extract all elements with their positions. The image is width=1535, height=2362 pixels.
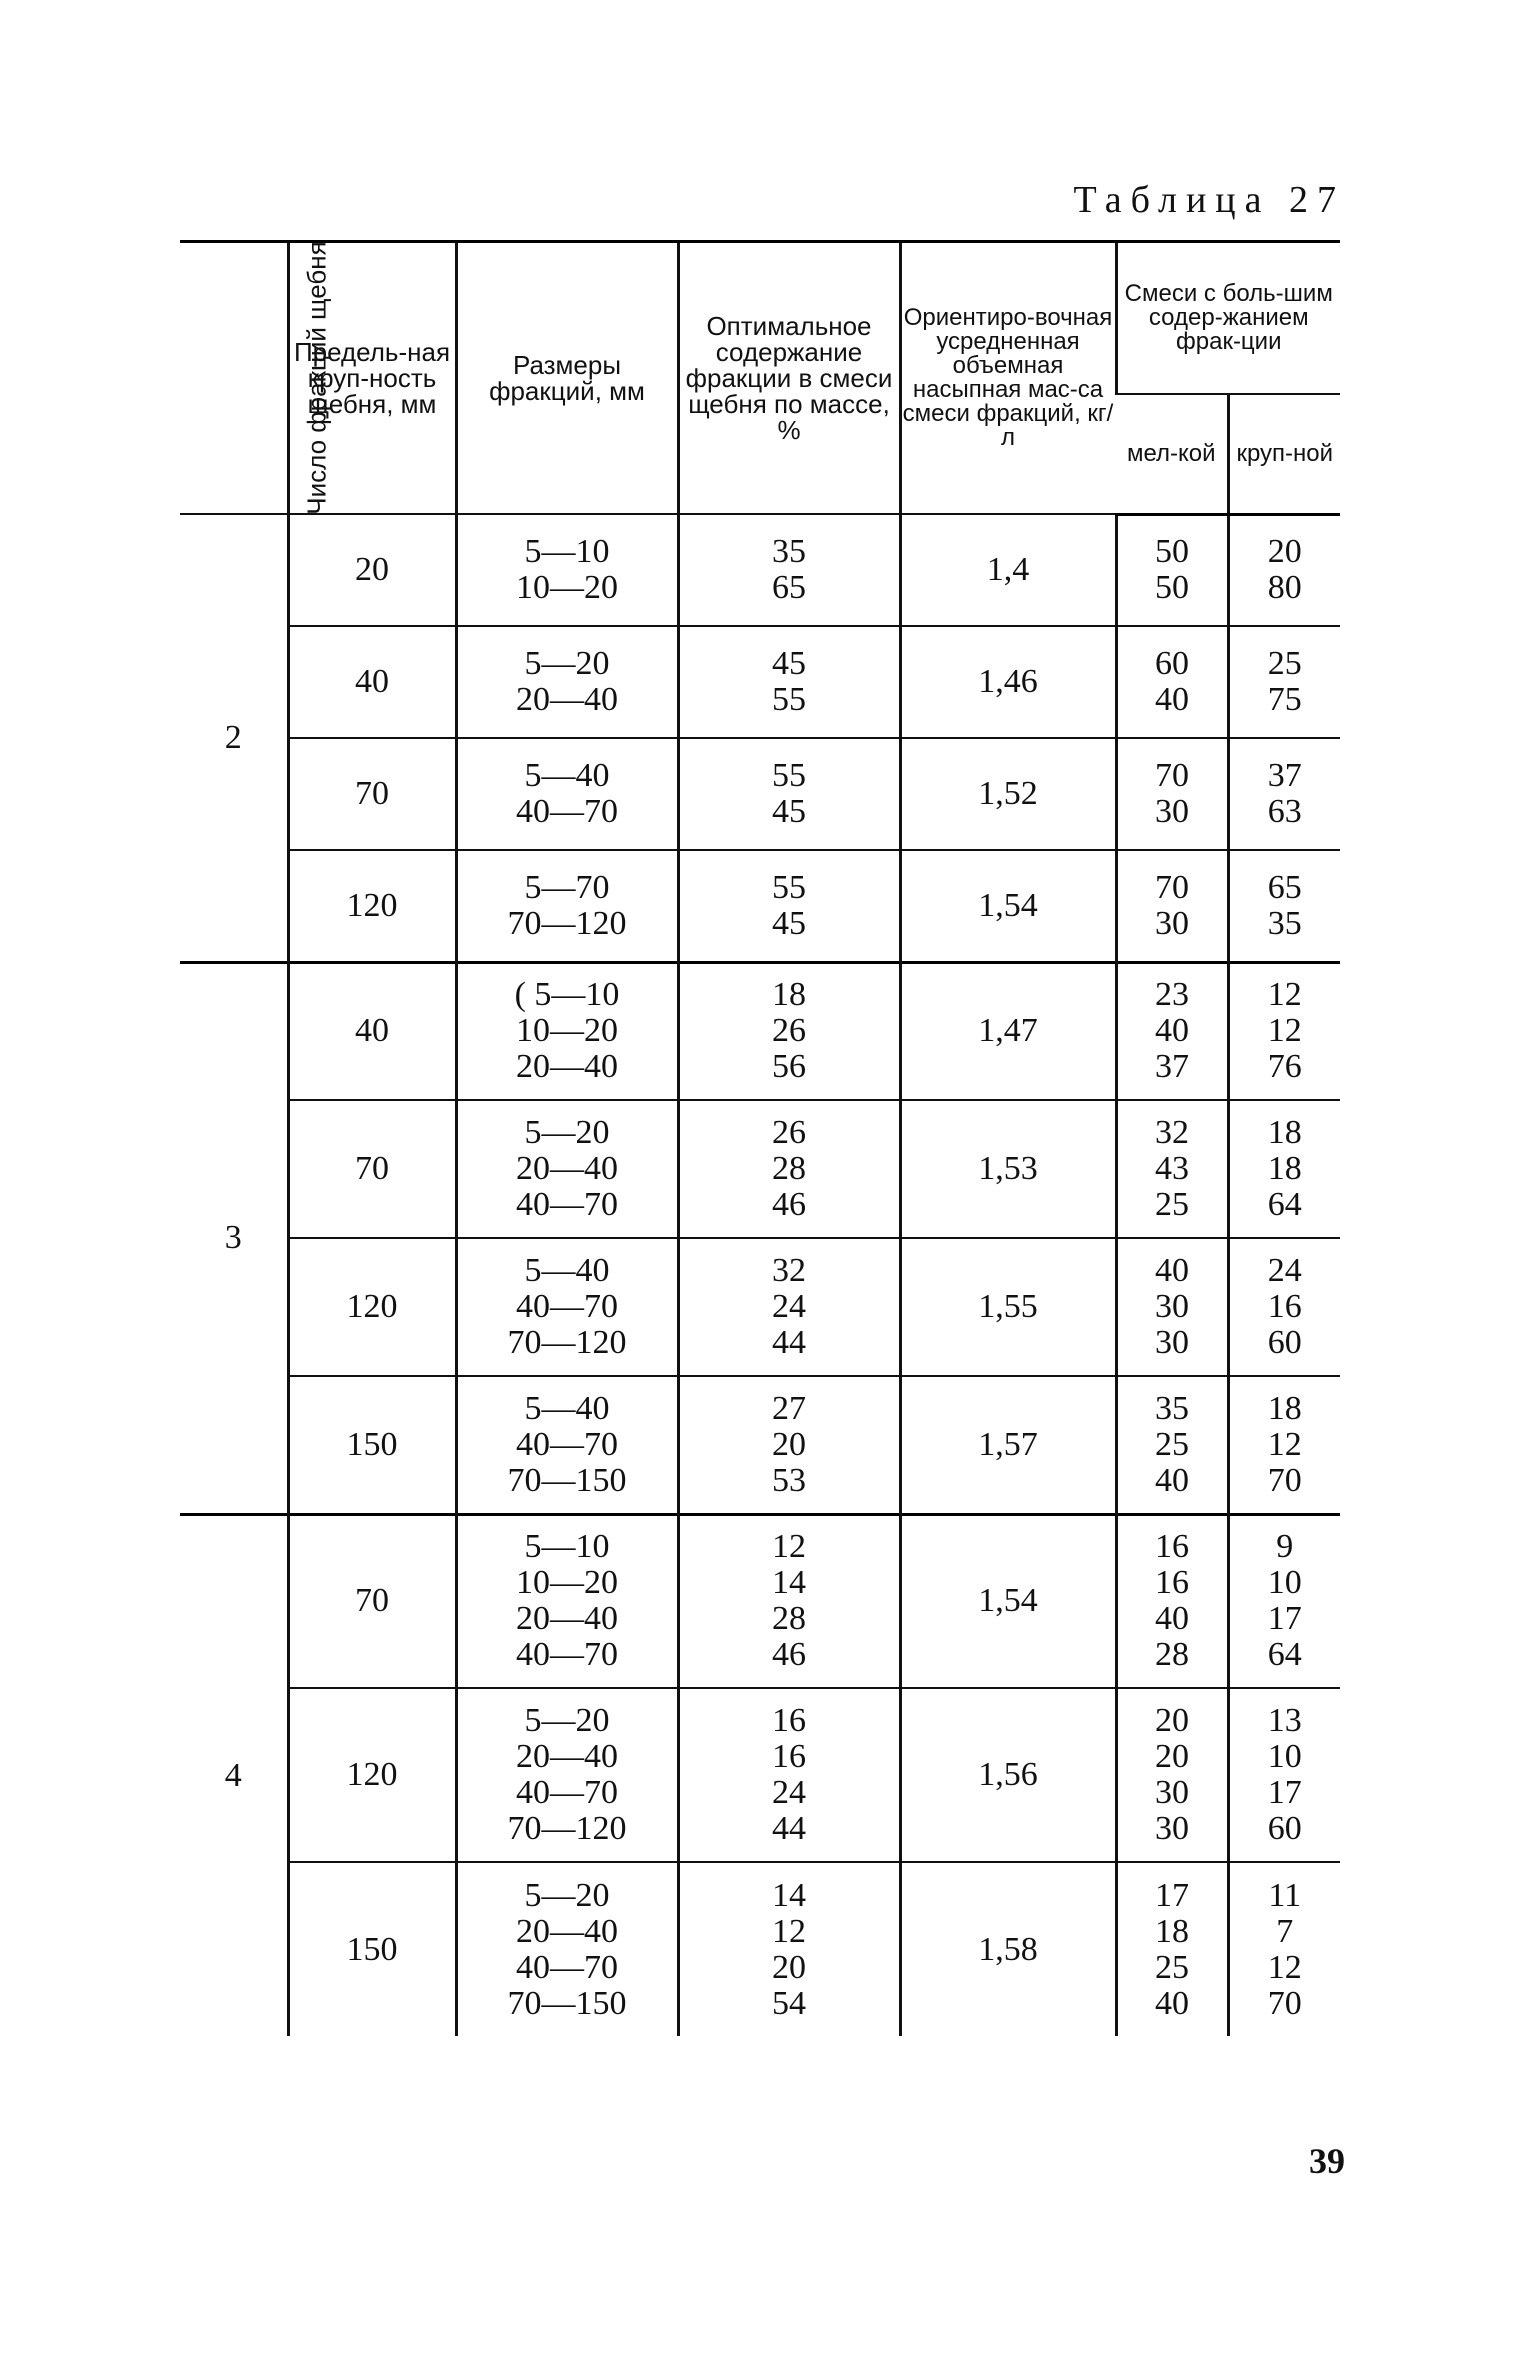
header-fraction-count-label: Число фракций щебня bbox=[301, 241, 332, 515]
fraction-sizes-cell-value: 5—20 bbox=[524, 1702, 610, 1739]
fraction-count: 3 bbox=[180, 962, 288, 1514]
fraction-sizes-cell-value: 10—20 bbox=[516, 1012, 618, 1050]
coarse-mix-cell-value: 16 bbox=[1267, 1288, 1302, 1325]
table-row bbox=[180, 1862, 1340, 2036]
bulk-density-cell: 1,4 bbox=[900, 514, 1116, 626]
coarse-mix-cell bbox=[1228, 1376, 1340, 1514]
optimal-content-cell bbox=[678, 626, 900, 738]
coarse-mix-cell-value: 63 bbox=[1267, 793, 1302, 830]
coarse-mix-cell-value: 35 bbox=[1267, 904, 1302, 942]
fraction-group bbox=[180, 962, 1340, 1514]
coarse-mix-cell-value: 64 bbox=[1267, 1636, 1302, 1674]
fine-mix-cell-value: 37 bbox=[1155, 1048, 1189, 1086]
fraction-sizes-cell bbox=[456, 962, 678, 1100]
optimal-content-cell bbox=[678, 1100, 900, 1238]
bulk-density-cell: 1,53 bbox=[900, 1100, 1116, 1238]
optimal-content-cell-value: 53 bbox=[772, 1461, 806, 1499]
fine-mix-cell-value: 35 bbox=[1155, 1389, 1189, 1427]
max-size-cell: 150 bbox=[288, 1862, 456, 2036]
max-size-cell: 20 bbox=[288, 514, 456, 626]
fine-mix-cell-value: 20 bbox=[1155, 1702, 1189, 1739]
coarse-mix-cell-value: 24 bbox=[1267, 1252, 1302, 1289]
max-size-cell: 40 bbox=[288, 626, 456, 738]
optimal-content-cell-value: 28 bbox=[772, 1150, 806, 1187]
fraction-sizes-cell-value: 20—40 bbox=[516, 1150, 618, 1187]
fine-mix-cell bbox=[1116, 962, 1228, 1100]
bulk-density-cell: 1,58 bbox=[900, 1862, 1116, 2036]
fraction-sizes-cell bbox=[456, 850, 678, 962]
fraction-sizes-cell-value: 5—20 bbox=[524, 645, 610, 682]
coarse-mix-cell bbox=[1228, 1514, 1340, 1688]
optimal-content-cell-value: 54 bbox=[772, 1984, 806, 2022]
coarse-mix-cell-value: 9 bbox=[1276, 1528, 1294, 1566]
coarse-mix-cell-value: 12 bbox=[1267, 1948, 1302, 1986]
fraction-sizes-cell-value: 70—120 bbox=[507, 904, 627, 942]
fine-mix-cell bbox=[1116, 738, 1228, 850]
bulk-density-cell: 1,55 bbox=[900, 1238, 1116, 1376]
fine-mix-cell-value: 70 bbox=[1155, 757, 1189, 794]
fine-mix-cell-value: 28 bbox=[1155, 1636, 1189, 1674]
fraction-sizes-cell bbox=[456, 1514, 678, 1688]
header-coarse: круп-ной bbox=[1228, 394, 1340, 514]
fine-mix-cell-value: 40 bbox=[1155, 681, 1189, 718]
fraction-sizes-cell-value: 5—70 bbox=[524, 868, 610, 906]
fraction-sizes-cell-value: 20—40 bbox=[516, 681, 618, 718]
bulk-density-cell: 1,52 bbox=[900, 738, 1116, 850]
fraction-count: 2 bbox=[180, 514, 288, 962]
fraction-sizes-cell bbox=[456, 1100, 678, 1238]
bulk-density-cell: 1,46 bbox=[900, 626, 1116, 738]
table-row bbox=[180, 1514, 1340, 1688]
coarse-mix-cell-value: 18 bbox=[1267, 1150, 1302, 1187]
fraction-sizes-cell-value: 70—120 bbox=[507, 1324, 627, 1361]
optimal-content-cell-value: 14 bbox=[772, 1876, 806, 1914]
coarse-mix-cell-value: 60 bbox=[1267, 1324, 1302, 1361]
fine-mix-cell-value: 30 bbox=[1155, 1324, 1189, 1361]
optimal-content-cell bbox=[678, 738, 900, 850]
optimal-content-cell-value: 26 bbox=[772, 1114, 806, 1151]
fine-mix-cell-value: 40 bbox=[1155, 1012, 1189, 1050]
fine-mix-cell-value: 40 bbox=[1155, 1984, 1189, 2022]
fine-mix-cell-value: 30 bbox=[1155, 1810, 1189, 1847]
fraction-count: 4 bbox=[180, 1514, 288, 2036]
coarse-mix-cell-value: 80 bbox=[1267, 569, 1302, 607]
max-size-cell: 120 bbox=[288, 850, 456, 962]
fraction-sizes-cell-value: 5—40 bbox=[524, 757, 610, 794]
aggregate-fractions-table bbox=[180, 240, 1340, 2036]
coarse-mix-cell bbox=[1228, 626, 1340, 738]
header-fine: мел-кой bbox=[1116, 394, 1228, 514]
fine-mix-cell-value: 30 bbox=[1155, 793, 1189, 830]
table-row bbox=[180, 514, 1340, 626]
optimal-content-cell-value: 55 bbox=[772, 868, 806, 906]
optimal-content-cell bbox=[678, 1862, 900, 2036]
fine-mix-cell-value: 16 bbox=[1155, 1564, 1189, 1602]
optimal-content-cell-value: 28 bbox=[772, 1600, 806, 1638]
optimal-content-cell-value: 32 bbox=[772, 1252, 806, 1289]
header-bulk-density: Ориентиро-вочная усредненная объемная насыпная мас-са смеси фракций, кг/л bbox=[900, 242, 1116, 515]
optimal-content-cell-value: 16 bbox=[772, 1702, 806, 1739]
fraction-sizes-cell-value: 20—40 bbox=[516, 1048, 618, 1086]
fraction-sizes-cell-value: 10—20 bbox=[516, 569, 618, 606]
table-row bbox=[180, 1376, 1340, 1514]
coarse-mix-cell-value: 12 bbox=[1267, 1012, 1302, 1050]
coarse-mix-cell-value: 10 bbox=[1267, 1564, 1302, 1602]
fine-mix-cell-value: 20 bbox=[1155, 1738, 1189, 1775]
optimal-content-cell-value: 20 bbox=[772, 1948, 806, 1986]
coarse-mix-cell-value: 70 bbox=[1267, 1984, 1302, 2022]
optimal-content-cell bbox=[678, 962, 900, 1100]
coarse-mix-cell-value: 18 bbox=[1267, 1389, 1302, 1427]
fine-mix-cell-value: 30 bbox=[1155, 1288, 1189, 1325]
header-mix-group: Смеси с боль-шим содер-жанием фрак-ции bbox=[1116, 242, 1340, 395]
optimal-content-cell bbox=[678, 1376, 900, 1514]
coarse-mix-cell-value: 37 bbox=[1267, 757, 1302, 794]
fraction-sizes-cell-value: 20—40 bbox=[516, 1600, 618, 1638]
fraction-sizes-cell-value: 40—70 bbox=[516, 1636, 618, 1674]
bulk-density-cell: 1,57 bbox=[900, 1376, 1116, 1514]
coarse-mix-cell-value: 17 bbox=[1267, 1600, 1302, 1638]
fine-mix-cell-value: 43 bbox=[1155, 1150, 1189, 1187]
fraction-sizes-cell bbox=[456, 514, 678, 626]
table-row bbox=[180, 1100, 1340, 1238]
fine-mix-cell-value: 70 bbox=[1155, 868, 1189, 906]
fraction-sizes-cell-value: 40—70 bbox=[516, 1425, 618, 1463]
fine-mix-cell-value: 30 bbox=[1155, 1774, 1189, 1811]
fine-mix-cell-value: 18 bbox=[1155, 1912, 1189, 1950]
fine-mix-cell-value: 25 bbox=[1155, 1186, 1189, 1223]
optimal-content-cell-value: 16 bbox=[772, 1738, 806, 1775]
coarse-mix-cell bbox=[1228, 1862, 1340, 2036]
optimal-content-cell-value: 46 bbox=[772, 1636, 806, 1674]
fraction-sizes-cell-value: 70—150 bbox=[507, 1984, 627, 2022]
fraction-sizes-cell-value: 10—20 bbox=[516, 1564, 618, 1602]
optimal-content-cell-value: 14 bbox=[772, 1564, 806, 1602]
fraction-sizes-cell bbox=[456, 738, 678, 850]
optimal-content-cell bbox=[678, 1688, 900, 1862]
header-max-size: Предель-ная круп-ность щебня, мм bbox=[288, 242, 456, 515]
max-size-cell: 120 bbox=[288, 1688, 456, 1862]
table-row bbox=[180, 1688, 1340, 1862]
optimal-content-cell-value: 26 bbox=[772, 1012, 806, 1050]
table-row bbox=[180, 738, 1340, 850]
header-optimal-content: Оптимальное содержание фракции в смеси щебня по массе, % bbox=[678, 242, 900, 515]
fine-mix-cell-value: 40 bbox=[1155, 1600, 1189, 1638]
fraction-sizes-cell bbox=[456, 626, 678, 738]
fraction-sizes-cell-value: 5—20 bbox=[524, 1114, 610, 1151]
coarse-mix-cell-value: 70 bbox=[1267, 1461, 1302, 1499]
optimal-content-cell-value: 20 bbox=[772, 1425, 806, 1463]
coarse-mix-cell-value: 12 bbox=[1267, 976, 1302, 1014]
fraction-sizes-cell-value: 5—40 bbox=[524, 1389, 610, 1427]
fine-mix-cell-value: 40 bbox=[1155, 1252, 1189, 1289]
optimal-content-cell-value: 35 bbox=[772, 533, 806, 570]
coarse-mix-cell-value: 18 bbox=[1267, 1114, 1302, 1151]
fraction-group bbox=[180, 1514, 1340, 2036]
coarse-mix-cell-value: 65 bbox=[1267, 868, 1302, 906]
optimal-content-cell-value: 55 bbox=[772, 757, 806, 794]
table-row bbox=[180, 850, 1340, 962]
coarse-mix-cell-value: 25 bbox=[1267, 645, 1302, 682]
coarse-mix-cell bbox=[1228, 962, 1340, 1100]
fine-mix-cell-value: 16 bbox=[1155, 1528, 1189, 1566]
optimal-content-cell-value: 46 bbox=[772, 1186, 806, 1223]
optimal-content-cell-value: 55 bbox=[772, 681, 806, 718]
fine-mix-cell bbox=[1116, 1514, 1228, 1688]
coarse-mix-cell bbox=[1228, 1238, 1340, 1376]
coarse-mix-cell-value: 60 bbox=[1267, 1810, 1302, 1847]
fine-mix-cell-value: 40 bbox=[1155, 1461, 1189, 1499]
fine-mix-cell-value: 32 bbox=[1155, 1114, 1189, 1151]
optimal-content-cell-value: 12 bbox=[772, 1528, 806, 1566]
fraction-sizes-cell-value: ( 5—10 bbox=[514, 976, 620, 1014]
table-row bbox=[180, 626, 1340, 738]
fraction-sizes-cell bbox=[456, 1238, 678, 1376]
coarse-mix-cell-value: 20 bbox=[1267, 533, 1302, 571]
coarse-mix-cell-value: 75 bbox=[1267, 681, 1302, 718]
optimal-content-cell-value: 24 bbox=[772, 1288, 806, 1325]
fraction-sizes-cell bbox=[456, 1688, 678, 1862]
optimal-content-cell-value: 24 bbox=[772, 1774, 806, 1811]
fraction-sizes-cell-value: 40—70 bbox=[516, 1186, 618, 1223]
fraction-sizes-cell-value: 40—70 bbox=[516, 793, 618, 830]
fine-mix-cell-value: 25 bbox=[1155, 1425, 1189, 1463]
fraction-sizes-cell-value: 20—40 bbox=[516, 1738, 618, 1775]
max-size-cell: 70 bbox=[288, 738, 456, 850]
coarse-mix-cell-value: 11 bbox=[1268, 1876, 1302, 1914]
fraction-sizes-cell-value: 5—10 bbox=[524, 1528, 610, 1566]
table-row bbox=[180, 962, 1340, 1100]
fine-mix-cell-value: 50 bbox=[1155, 533, 1189, 571]
optimal-content-cell-value: 56 bbox=[772, 1048, 806, 1086]
coarse-mix-cell-value: 7 bbox=[1276, 1912, 1294, 1950]
table-caption: Таблица 27 bbox=[1073, 179, 1345, 221]
max-size-cell: 150 bbox=[288, 1376, 456, 1514]
fine-mix-cell bbox=[1116, 514, 1228, 626]
max-size-cell: 70 bbox=[288, 1514, 456, 1688]
fraction-sizes-cell-value: 5—20 bbox=[524, 1876, 610, 1914]
page-number: 39 bbox=[1309, 2141, 1345, 2181]
bulk-density-cell: 1,56 bbox=[900, 1688, 1116, 1862]
fraction-sizes-cell-value: 40—70 bbox=[516, 1948, 618, 1986]
header-fraction-count bbox=[180, 241, 332, 515]
optimal-content-cell-value: 44 bbox=[772, 1810, 806, 1847]
optimal-content-cell-value: 12 bbox=[772, 1912, 806, 1950]
fraction-sizes-cell-value: 5—10 bbox=[524, 533, 610, 570]
fine-mix-cell bbox=[1116, 850, 1228, 962]
table-row bbox=[180, 1238, 1340, 1376]
coarse-mix-cell bbox=[1228, 514, 1340, 626]
fraction-sizes-cell-value: 5—40 bbox=[524, 1252, 610, 1289]
bulk-density-cell: 1,47 bbox=[900, 962, 1116, 1100]
max-size-cell: 120 bbox=[288, 1238, 456, 1376]
coarse-mix-cell-value: 10 bbox=[1267, 1738, 1302, 1775]
bulk-density-cell: 1,54 bbox=[900, 1514, 1116, 1688]
coarse-mix-cell bbox=[1228, 1688, 1340, 1862]
fine-mix-cell-value: 30 bbox=[1155, 904, 1189, 942]
fine-mix-cell bbox=[1116, 1862, 1228, 2036]
fine-mix-cell bbox=[1116, 1376, 1228, 1514]
fine-mix-cell bbox=[1116, 626, 1228, 738]
optimal-content-cell-value: 45 bbox=[772, 793, 806, 830]
optimal-content-cell-value: 18 bbox=[772, 976, 806, 1014]
fine-mix-cell bbox=[1116, 1100, 1228, 1238]
fraction-sizes-cell-value: 70—120 bbox=[507, 1810, 627, 1847]
optimal-content-cell-value: 44 bbox=[772, 1324, 806, 1361]
header-fraction-sizes: Размеры фракций, мм bbox=[456, 242, 678, 515]
fraction-sizes-cell-value: 40—70 bbox=[516, 1288, 618, 1325]
bulk-density-cell: 1,54 bbox=[900, 850, 1116, 962]
max-size-cell: 70 bbox=[288, 1100, 456, 1238]
fine-mix-cell-value: 25 bbox=[1155, 1948, 1189, 1986]
fine-mix-cell bbox=[1116, 1688, 1228, 1862]
max-size-cell: 40 bbox=[288, 962, 456, 1100]
fraction-sizes-cell-value: 40—70 bbox=[516, 1774, 618, 1811]
coarse-mix-cell-value: 13 bbox=[1267, 1702, 1302, 1739]
coarse-mix-cell bbox=[1228, 1100, 1340, 1238]
optimal-content-cell bbox=[678, 1238, 900, 1376]
fine-mix-cell-value: 17 bbox=[1155, 1876, 1189, 1914]
optimal-content-cell-value: 65 bbox=[772, 569, 806, 606]
coarse-mix-cell-value: 17 bbox=[1267, 1774, 1302, 1811]
coarse-mix-cell-value: 64 bbox=[1267, 1186, 1302, 1223]
fraction-sizes-cell bbox=[456, 1376, 678, 1514]
coarse-mix-cell-value: 76 bbox=[1267, 1048, 1302, 1086]
fine-mix-cell-value: 23 bbox=[1155, 976, 1189, 1014]
optimal-content-cell-value: 27 bbox=[772, 1389, 806, 1427]
optimal-content-cell bbox=[678, 850, 900, 962]
coarse-mix-cell-value: 12 bbox=[1267, 1425, 1302, 1463]
fraction-sizes-cell bbox=[456, 1862, 678, 2036]
fraction-group bbox=[180, 514, 1340, 962]
coarse-mix-cell bbox=[1228, 850, 1340, 962]
optimal-content-cell-value: 45 bbox=[772, 904, 806, 942]
fraction-sizes-cell-value: 70—150 bbox=[507, 1461, 627, 1499]
fine-mix-cell bbox=[1116, 1238, 1228, 1376]
fraction-sizes-cell-value: 20—40 bbox=[516, 1912, 618, 1950]
fine-mix-cell-value: 60 bbox=[1155, 645, 1189, 682]
optimal-content-cell-value: 45 bbox=[772, 645, 806, 682]
optimal-content-cell bbox=[678, 1514, 900, 1688]
coarse-mix-cell bbox=[1228, 738, 1340, 850]
fine-mix-cell-value: 50 bbox=[1155, 569, 1189, 607]
optimal-content-cell bbox=[678, 514, 900, 626]
